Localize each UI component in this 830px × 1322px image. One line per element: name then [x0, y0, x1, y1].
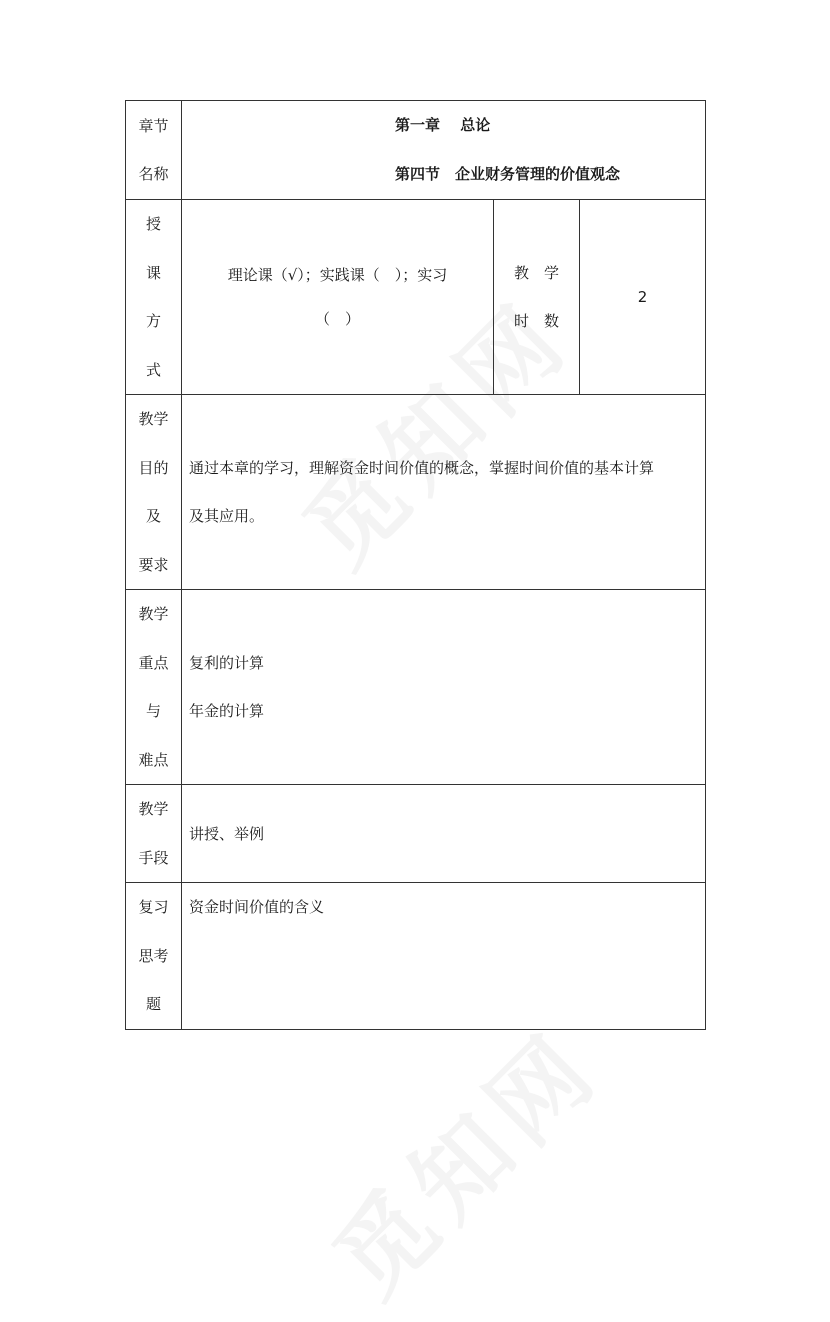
methods-text: 讲授、举例	[189, 824, 265, 843]
label-line: 目的	[138, 458, 169, 477]
label-methods	[126, 785, 182, 883]
label-line: 题	[145, 995, 161, 1013]
row-methods	[126, 785, 706, 883]
row-teaching-mode	[126, 200, 706, 395]
chapter-title: 第一章 总论	[395, 116, 491, 134]
review-questions-cell	[182, 883, 706, 1030]
row-key-points	[126, 590, 706, 785]
methods-cell	[182, 785, 706, 883]
section-title: 第四节 企业财务管理的价值观念	[395, 165, 621, 183]
label-line: 要求	[138, 555, 169, 574]
teaching-mode-line2: （ ）	[314, 310, 360, 328]
label-line: 章节	[138, 116, 169, 135]
label-line: 思考	[138, 946, 169, 965]
label-chapter-name	[126, 101, 182, 200]
key-point-item: 年金的计算	[189, 702, 265, 720]
label-line: 教学	[138, 410, 169, 428]
objectives-cell	[182, 395, 706, 590]
chapter-name-cell	[182, 101, 706, 200]
teaching-mode-cell	[182, 200, 494, 395]
row-review-questions	[126, 883, 706, 1030]
label-objectives	[126, 395, 182, 590]
label-line: 复习	[138, 898, 169, 916]
teaching-mode-line1: 理论课（√）；实践课（ ）；实习	[227, 266, 448, 284]
teaching-hours-value: 2	[580, 200, 706, 395]
label-teaching-mode	[126, 200, 182, 395]
label-review-questions	[126, 883, 182, 1030]
label-line: 教学	[138, 605, 169, 623]
label-line: 时 数	[513, 312, 559, 330]
label-line: 授	[145, 215, 161, 233]
label-line: 难点	[138, 750, 169, 769]
label-line: 方	[145, 312, 161, 330]
review-question-text: 资金时间价值的含义	[189, 898, 325, 916]
objectives-line2: 及其应用。	[189, 507, 265, 525]
row-chapter-name	[126, 101, 706, 200]
lesson-plan-table	[125, 100, 706, 1030]
row-objectives	[126, 395, 706, 590]
label-teaching-hours	[494, 200, 580, 395]
label-line: 教学	[138, 800, 169, 818]
label-line: 手段	[138, 848, 169, 867]
label-line: 课	[145, 263, 161, 282]
label-line: 式	[145, 360, 161, 379]
key-point-item: 复利的计算	[189, 654, 265, 672]
label-line: 及	[145, 507, 161, 525]
label-key-points	[126, 590, 182, 785]
objectives-line1: 通过本章的学习，理解资金时间价值的概念，掌握时间价值的基本计算	[189, 459, 655, 477]
key-points-cell	[182, 590, 706, 785]
label-line: 名称	[138, 165, 169, 183]
label-line: 与	[145, 702, 161, 720]
label-line: 教 学	[513, 264, 559, 282]
label-line: 重点	[138, 653, 169, 672]
watermark-bottom	[299, 996, 625, 1322]
